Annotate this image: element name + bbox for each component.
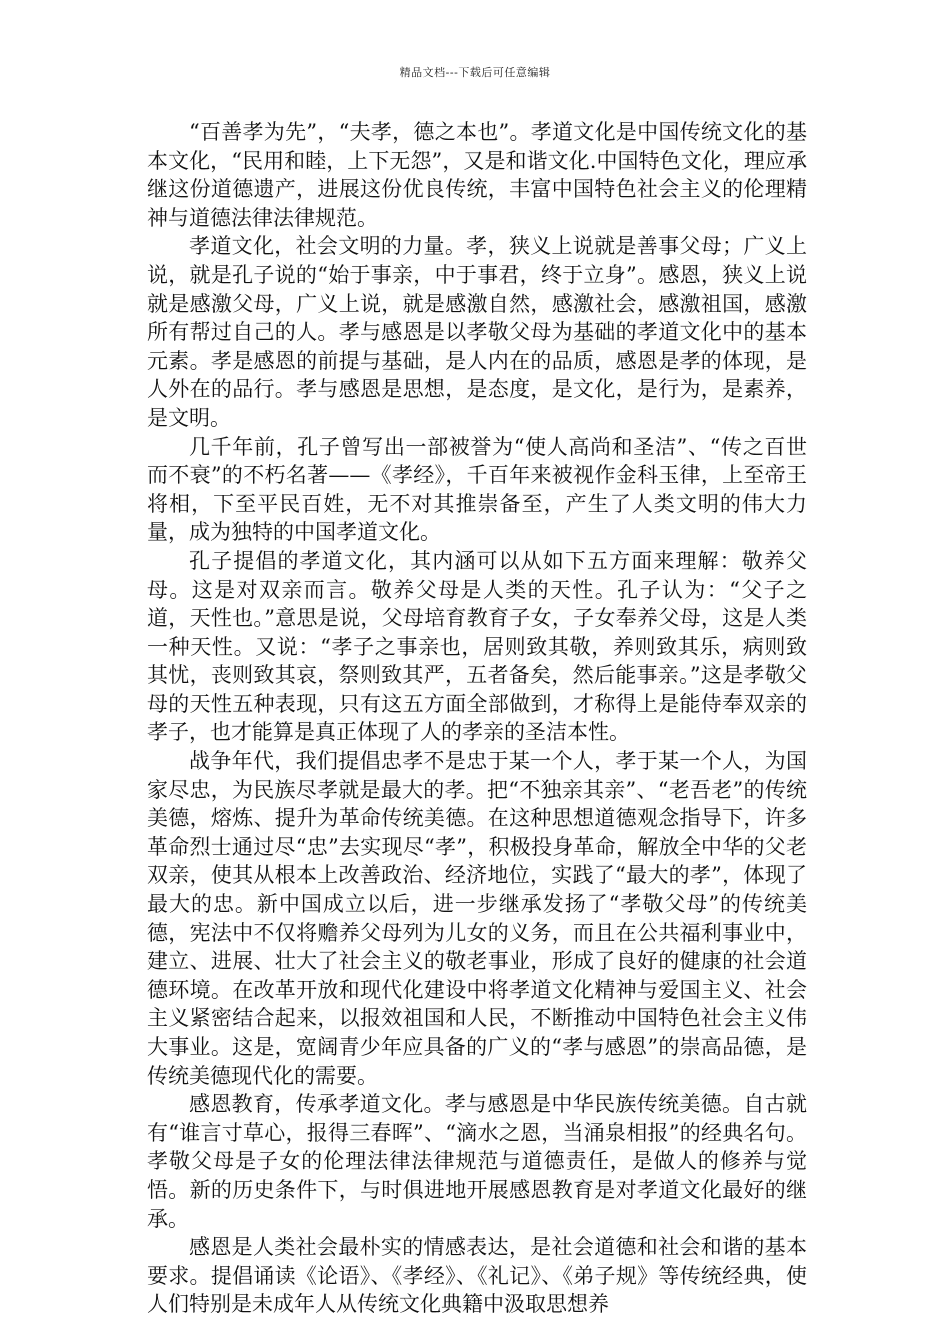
paragraph-1: “百善孝为先”，“夫孝，德之本也”。孝道文化是中国传统文化的基本文化，“民用和睦，上下无怨”，又是和谐文化.中国特色文化，理应承继这份道德遗产，进展这份优良传统，丰富中国特色社会主义的伦理精神与道德法律法律规范。 (147, 120, 807, 230)
page-header: 精品文档---下载后可任意编辑 (399, 66, 551, 79)
paragraph-6: 感恩教育，传承孝道文化。孝与感恩是中华民族传统美德。自古就有“谁言寸草心，报得三春晖”、“滴水之恩，当涌泉相报”的经典名句。孝敬父母是子女的伦理法律法律规范与道德责任，是做人的修养与觉悟。新的历史条件下，与时俱进地开展感恩教育是对孝道文化最好的继承。 (147, 1092, 807, 1231)
paragraph-4: 孔子提倡的孝道文化，其内涵可以从如下五方面来理解：敬养父母。这是对双亲而言。敬养父母是人类的天性。孔子认为：“父子之道，天性也。”意思是说，父母培育教育子女，子女奉养父母，这是人类一种天性。又说：“孝子之事亲也，居则致其敬，养则致其乐，病则致其忧，丧则致其哀，祭则致其严，五者备矣，然后能事亲。”这是孝敬父母的天性五种表现，只有这五方面全部做到，才称得上是能侍奉双亲的孝子，也才能算是真正体现了人的孝亲的圣洁本性。 (147, 548, 807, 745)
paragraph-5: 战争年代，我们提倡忠孝不是忠于某一个人，孝于某一个人，为国家尽忠，为民族尽孝就是最大的孝。把“不独亲其亲”、“老吾老”的传统美德，熔炼、提升为革命传统美德。在这种思想道德观念指导下，许多革命烈士通过尽“忠”去实现尽“孝”，积极投身革命，解放全中华的父老双亲，使其从根本上改善政治、经济地位，实践了“最大的孝”，体现了最大的忠。新中国成立以后，进一步继承发扬了“孝敬父母”的传统美德，宪法中不仅将赡养父母列为儿女的义务，而且在公共福利事业中，建立、进展、壮大了社会主义的敬老事业，形成了良好的健康的社会道德环境。在改革开放和现代化建设中将孝道文化精神与爱国主义、社会主义紧密结合起来，以报效祖国和人民，不断推动中国特色社会主义伟大事业。这是，宽阔青少年应具备的广义的“孝与感恩”的崇高品德，是传统美德现代化的需要。 (147, 749, 807, 1088)
document-body (147, 118, 807, 1319)
paragraph-2: 孝道文化，社会文明的力量。孝，狭义上说就是善事父母；广义上说，就是孔子说的“始于事亲，中于事君，终于立身”。感恩，狭义上说就是感激父母，广义上说，就是感激自然，感激社会，感激祖国，感激所有帮过自己的人。孝与感恩是以孝敬父母为基础的孝道文化中的基本元素。孝是感恩的前提与基础，是人内在的品质，感恩是孝的体现，是人外在的品行。孝与感恩是思想，是态度，是文化，是行为，是素养，是文明。 (147, 234, 807, 430)
paragraph-7: 感恩是人类社会最朴实的情感表达，是社会道德和社会和谐的基本要求。提倡诵读《论语》、《孝经》、《礼记》、《弟子规》等传统经典，使人们特别是未成年人从传统文化典籍中汲取思想养 (147, 1235, 807, 1317)
paragraph-3: 几千年前，孔子曾写出一部被誉为“使人高尚和圣洁”、“传之百世而不衰”的不朽名著——《孝经》，千百年来被视作金科玉律，上至帝王将相，下至平民百姓，无不对其推崇备至，产生了人类文明的伟大力量，成为独特的中国孝道文化。 (147, 434, 807, 545)
